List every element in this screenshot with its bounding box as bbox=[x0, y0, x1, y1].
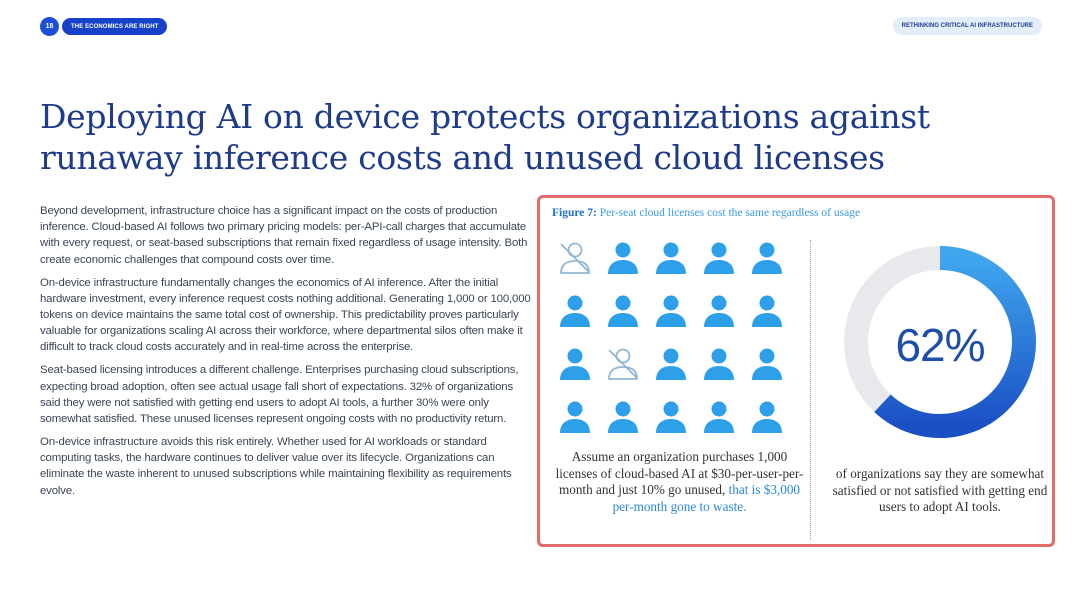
person-icon bbox=[557, 293, 593, 329]
page-title: Deploying AI on device protects organizations against runaway inference costs and unused cloud licenses bbox=[40, 97, 930, 177]
person-crossed-out-icon bbox=[557, 240, 593, 276]
person-icon bbox=[653, 293, 689, 329]
page-header-left bbox=[40, 17, 167, 36]
body-text-column bbox=[40, 203, 535, 506]
figure-panel bbox=[537, 195, 1055, 547]
person-icon bbox=[749, 399, 785, 435]
person-icon bbox=[701, 240, 737, 276]
body-paragraph: On-device infrastructure avoids this risk entirely. Whether used for AI workloads or standard computing tasks, the hardware continues to deliver value over its lifecycle. Organizations can eliminate the waste inherent to unused subscriptions while maintaining flexibility as requirements evolve. bbox=[40, 436, 512, 497]
satisfaction-text: of organizations say they are somewhat satisfied or not satisfied with getting end users to adopt AI tools. bbox=[832, 466, 1048, 514]
figure-caption bbox=[552, 207, 860, 219]
person-icon bbox=[653, 399, 689, 435]
panel-divider bbox=[810, 240, 811, 540]
license-waste-text bbox=[552, 449, 807, 515]
page-number-badge: 18 bbox=[40, 17, 59, 36]
body-paragraph: Beyond development, infrastructure choice has a significant impact on the costs of production inference. Cloud-based AI follows two primary pricing models: per-API-call charges that accumulate with every request, or seat-based subscriptions that remain fixed regardless of usage intensity. Both create economic challenges that compound costs over time. bbox=[40, 205, 528, 266]
person-icon bbox=[605, 240, 641, 276]
person-icon bbox=[653, 240, 689, 276]
person-icon bbox=[701, 399, 737, 435]
person-icon bbox=[557, 399, 593, 435]
person-icon bbox=[749, 346, 785, 382]
report-title-tag[interactable]: RETHINKING CRITICAL AI INFRASTRUCTURE bbox=[893, 17, 1042, 35]
body-paragraph: Seat-based licensing introduces a different challenge. Enterprises purchasing cloud subscriptions, expecting broad adoption, often see actual usage fall short of expectations. 32% of organizations said they were not satisfied with getting end users to adopt AI tools, a further 30% were only somewhat satisfied. These unused licenses represent ongoing costs with no productivity return. bbox=[40, 364, 519, 426]
person-icon bbox=[749, 293, 785, 329]
license-waste-highlight: that is $3,000 per-month gone to waste. bbox=[612, 482, 801, 514]
person-icon bbox=[557, 346, 593, 382]
person-crossed-out-icon bbox=[605, 346, 641, 382]
person-icon bbox=[605, 399, 641, 435]
section-tag[interactable]: THE ECONOMICS ARE RIGHT bbox=[62, 18, 167, 35]
figure-caption-text: Per-seat cloud licenses cost the same regardless of usage bbox=[596, 207, 861, 219]
body-paragraph: On-device infrastructure fundamentally changes the economics of AI inference. After the initial hardware investment, every inference request costs nothing additional. Generating 1,000 or 100,000 tokens on device maintains the same total cost of ownership. This predictability proves particularly valuable for organizations scaling AI across their workforce, where departmental silos often make it difficult to track cloud costs accurately and in real-time across the enterprise. bbox=[40, 276, 531, 354]
license-waste-body: Assume an organization purchases 1,000 licenses of cloud-based AI at $30-per-user-per-month and just 10% go unused, bbox=[555, 449, 804, 497]
person-icon bbox=[653, 346, 689, 382]
figure-label: Figure 7: bbox=[552, 207, 597, 219]
person-icon bbox=[605, 293, 641, 329]
person-icon bbox=[749, 240, 785, 276]
person-icon bbox=[701, 346, 737, 382]
donut-percentage: 62% bbox=[895, 319, 985, 371]
person-icon bbox=[701, 293, 737, 329]
